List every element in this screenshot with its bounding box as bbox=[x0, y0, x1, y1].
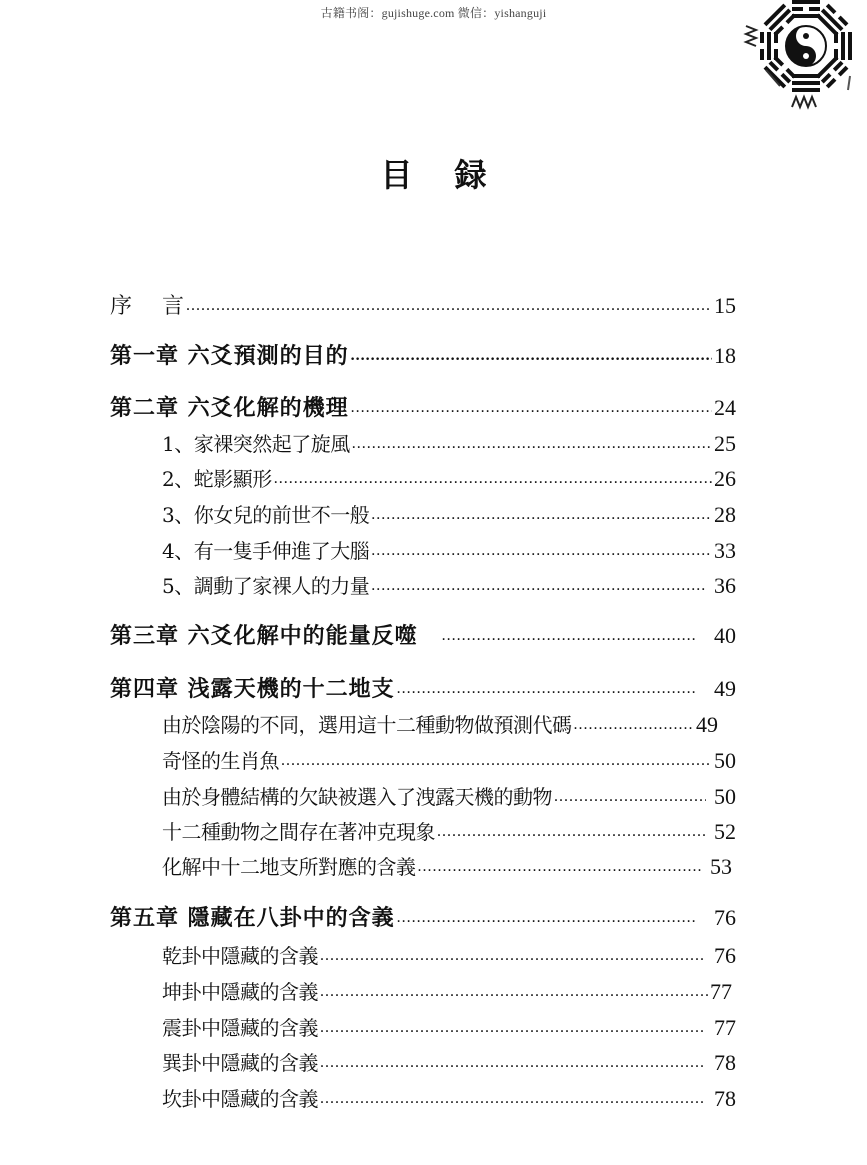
toc-page-number: 50 bbox=[714, 784, 736, 809]
dot-leader bbox=[371, 542, 712, 558]
bagua-yin-yang-icon bbox=[742, 0, 867, 112]
toc-entry-chapter-4[interactable] bbox=[110, 672, 736, 703]
toc-page-number: 77 bbox=[710, 979, 732, 1004]
toc-entry-preface[interactable] bbox=[110, 289, 736, 320]
toc-entry-section[interactable] bbox=[162, 463, 736, 492]
toc-entry-label: 由於身體結構的欠缺被選入了洩露天機的動物 bbox=[162, 785, 552, 809]
toc-entry-section[interactable] bbox=[162, 428, 736, 457]
toc-entry-label: 5、調動了家裸人的力量 bbox=[162, 574, 370, 598]
toc-entry-label: 第三章 六爻化解中的能量反噬 bbox=[110, 624, 418, 649]
toc-page-number: 26 bbox=[714, 466, 736, 491]
toc-page-number: 78 bbox=[714, 1050, 736, 1075]
toc-entry-section[interactable] bbox=[162, 1047, 736, 1076]
toc-entry-label: 坤卦中隱藏的含義 bbox=[162, 980, 318, 1004]
title-char-1: 目 bbox=[380, 156, 413, 194]
page-title bbox=[0, 150, 867, 196]
toc-entry-section[interactable] bbox=[162, 1012, 736, 1041]
toc-entry-label: 4、有一隻手伸進了大腦 bbox=[162, 539, 370, 563]
toc-entry-label: 坎卦中隱藏的含義 bbox=[162, 1087, 318, 1111]
title-char-2: 録 bbox=[454, 156, 487, 194]
dot-leader bbox=[274, 470, 712, 486]
toc-entry-section[interactable] bbox=[162, 851, 732, 880]
toc-entry-section[interactable] bbox=[162, 816, 736, 845]
toc-page-number: 33 bbox=[714, 538, 736, 563]
dot-leader bbox=[437, 823, 706, 839]
toc-entry-label: 由於陰陽的不同，選用這十二種動物做預測代碼 bbox=[162, 713, 572, 737]
toc-entry-label: 奇怪的生肖魚 bbox=[162, 749, 279, 773]
dot-leader bbox=[574, 716, 695, 732]
toc-entry-label: 1、家裸突然起了旋風 bbox=[162, 432, 350, 456]
toc-page-number: 25 bbox=[714, 431, 736, 456]
dot-leader bbox=[320, 1019, 706, 1035]
dot-leader bbox=[371, 506, 712, 522]
dot-leader bbox=[397, 909, 696, 925]
toc-entry-section[interactable] bbox=[162, 781, 736, 810]
toc-entry-label: 第一章 六爻預測的目的 bbox=[110, 344, 349, 369]
toc-entry-label: 化解中十二地支所對應的含義 bbox=[162, 855, 416, 879]
toc-page-number: 28 bbox=[714, 502, 736, 527]
toc-entry-section[interactable] bbox=[162, 709, 718, 738]
toc-page-number: 76 bbox=[714, 905, 736, 930]
toc-page-number: 24 bbox=[714, 395, 736, 420]
toc-page-number: 52 bbox=[714, 819, 736, 844]
toc-entry-label: 第二章 六爻化解的機理 bbox=[110, 396, 349, 421]
toc-entry-label: 震卦中隱藏的含義 bbox=[162, 1016, 318, 1040]
toc-entry-section[interactable] bbox=[162, 940, 736, 969]
toc-page-number: 15 bbox=[714, 293, 736, 318]
toc-entry-label: 第四章 浅露天機的十二地支 bbox=[110, 677, 395, 702]
toc-entry-section[interactable] bbox=[162, 570, 736, 599]
toc-entry-label: 序 言 bbox=[110, 294, 185, 319]
dot-leader bbox=[351, 399, 712, 415]
toc-entry-label: 3、你女兒的前世不一般 bbox=[162, 503, 370, 527]
toc-page-number: 18 bbox=[714, 343, 736, 368]
toc-entry-label: 乾卦中隱藏的含義 bbox=[162, 944, 318, 968]
toc-entry-chapter-3[interactable] bbox=[110, 619, 736, 650]
dot-leader bbox=[186, 297, 712, 313]
toc-page-number: 40 bbox=[714, 623, 736, 648]
dot-leader bbox=[371, 577, 706, 593]
toc-entry-label: 十二種動物之間存在著冲克現象 bbox=[162, 820, 435, 844]
toc-entry-chapter-1[interactable] bbox=[110, 339, 736, 370]
toc-entry-chapter-5[interactable] bbox=[110, 901, 736, 932]
dot-leader bbox=[418, 858, 703, 874]
toc-entry-label: 第五章 隱藏在八卦中的含義 bbox=[110, 906, 395, 931]
toc-entry-section[interactable] bbox=[162, 499, 736, 528]
dot-leader bbox=[320, 947, 706, 963]
toc-entry-section[interactable] bbox=[162, 1083, 736, 1112]
toc-page-number: 77 bbox=[714, 1015, 736, 1040]
toc-entry-chapter-2[interactable] bbox=[110, 391, 736, 422]
dot-leader bbox=[397, 680, 696, 696]
toc-entry-section[interactable] bbox=[162, 535, 736, 564]
dot-leader bbox=[442, 627, 696, 643]
dot-leader bbox=[554, 788, 706, 804]
watermark-text: 古籍书阁：gujishuge.com 微信：yishanguji bbox=[320, 6, 547, 20]
toc-entry-label: 2、蛇影顯形 bbox=[162, 467, 272, 491]
dot-leader bbox=[320, 1054, 706, 1070]
dot-leader bbox=[281, 752, 712, 768]
toc-page-number: 53 bbox=[710, 854, 732, 879]
toc-page-number: 76 bbox=[714, 943, 736, 968]
toc-entry-section[interactable] bbox=[162, 745, 736, 774]
toc-page-number: 50 bbox=[714, 748, 736, 773]
dot-leader bbox=[320, 983, 708, 999]
toc-page-number: 36 bbox=[714, 573, 736, 598]
toc-page-number: 49 bbox=[696, 712, 718, 737]
dot-leader bbox=[352, 435, 712, 451]
toc-page-number: 78 bbox=[714, 1086, 736, 1111]
dot-leader bbox=[320, 1090, 706, 1106]
dot-leader bbox=[351, 347, 712, 363]
toc-entry-section[interactable] bbox=[162, 976, 732, 1005]
toc-entry-label: 巽卦中隱藏的含義 bbox=[162, 1051, 318, 1075]
toc-page-number: 49 bbox=[714, 676, 736, 701]
